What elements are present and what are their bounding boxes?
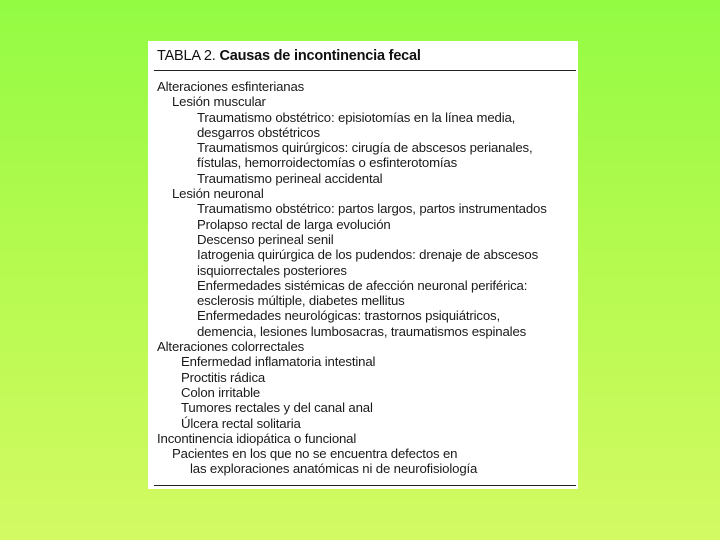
table-row-item: Iatrogenia quirúrgica de los pudendos: drenaje de abscesos xyxy=(197,247,539,263)
table-number: TABLA 2. xyxy=(157,48,216,64)
table-body xyxy=(157,79,575,477)
table-row-category: Alteraciones esfinterianas xyxy=(157,79,305,94)
table-row-item: Tumores rectales y del canal anal xyxy=(181,400,373,416)
table-row-item-continuation: desgarros obstétricos xyxy=(197,124,320,140)
table-row-item-continuation: esclerosis múltiple, diabetes mellitus xyxy=(197,293,405,309)
table-row-item: Traumatismo obstétrico: episiotomías en la línea media, xyxy=(197,109,516,125)
table-bottom-rule xyxy=(154,485,576,486)
table-row-item: Pacientes en los que no se encuentra defectos en xyxy=(172,446,458,462)
table-card xyxy=(148,41,578,489)
table-row-item: Traumatismo perineal accidental xyxy=(197,170,383,186)
table-row-item: Úlcera rectal solitaria xyxy=(181,415,301,431)
table-row-item-continuation: isquiorrectales posteriores xyxy=(197,262,347,278)
table-row-item-continuation: demencia, lesiones lumbosacras, traumatismos espinales xyxy=(197,323,527,339)
table-row-item: Traumatismo obstétrico: partos largos, partos instrumentados xyxy=(197,201,547,217)
table-top-rule xyxy=(154,70,576,71)
table-row-item-continuation: las exploraciones anatómicas ni de neurofisiología xyxy=(190,461,478,477)
table-row-item: Prolapso rectal de larga evolución xyxy=(197,216,391,232)
table-row-item-continuation: fístulas, hemorroidectomías o esfinterotomías xyxy=(197,155,458,171)
table-title xyxy=(157,48,421,64)
table-row-category: Incontinencia idiopática o funcional xyxy=(157,430,357,446)
table-row-subcategory: Lesión muscular xyxy=(172,94,266,110)
table-row-item: Enfermedades sistémicas de afección neuronal periférica: xyxy=(197,277,528,293)
table-title-text: Causas de incontinencia fecal xyxy=(219,48,421,64)
table-row-item: Proctitis rádica xyxy=(181,369,266,385)
table-row-item: Enfermedades neurológicas: trastornos psiquiátricos, xyxy=(197,308,501,324)
table-row-item: Traumatismos quirúrgicos: cirugía de abscesos perianales, xyxy=(197,140,533,156)
table-row-subcategory: Lesión neuronal xyxy=(172,186,264,202)
table-row-item: Descenso perineal senil xyxy=(197,231,334,247)
table-row-item: Enfermedad inflamatoria intestinal xyxy=(181,354,376,370)
table-row-item: Colon irritable xyxy=(181,384,261,400)
table-row-category: Alteraciones colorrectales xyxy=(157,339,305,355)
